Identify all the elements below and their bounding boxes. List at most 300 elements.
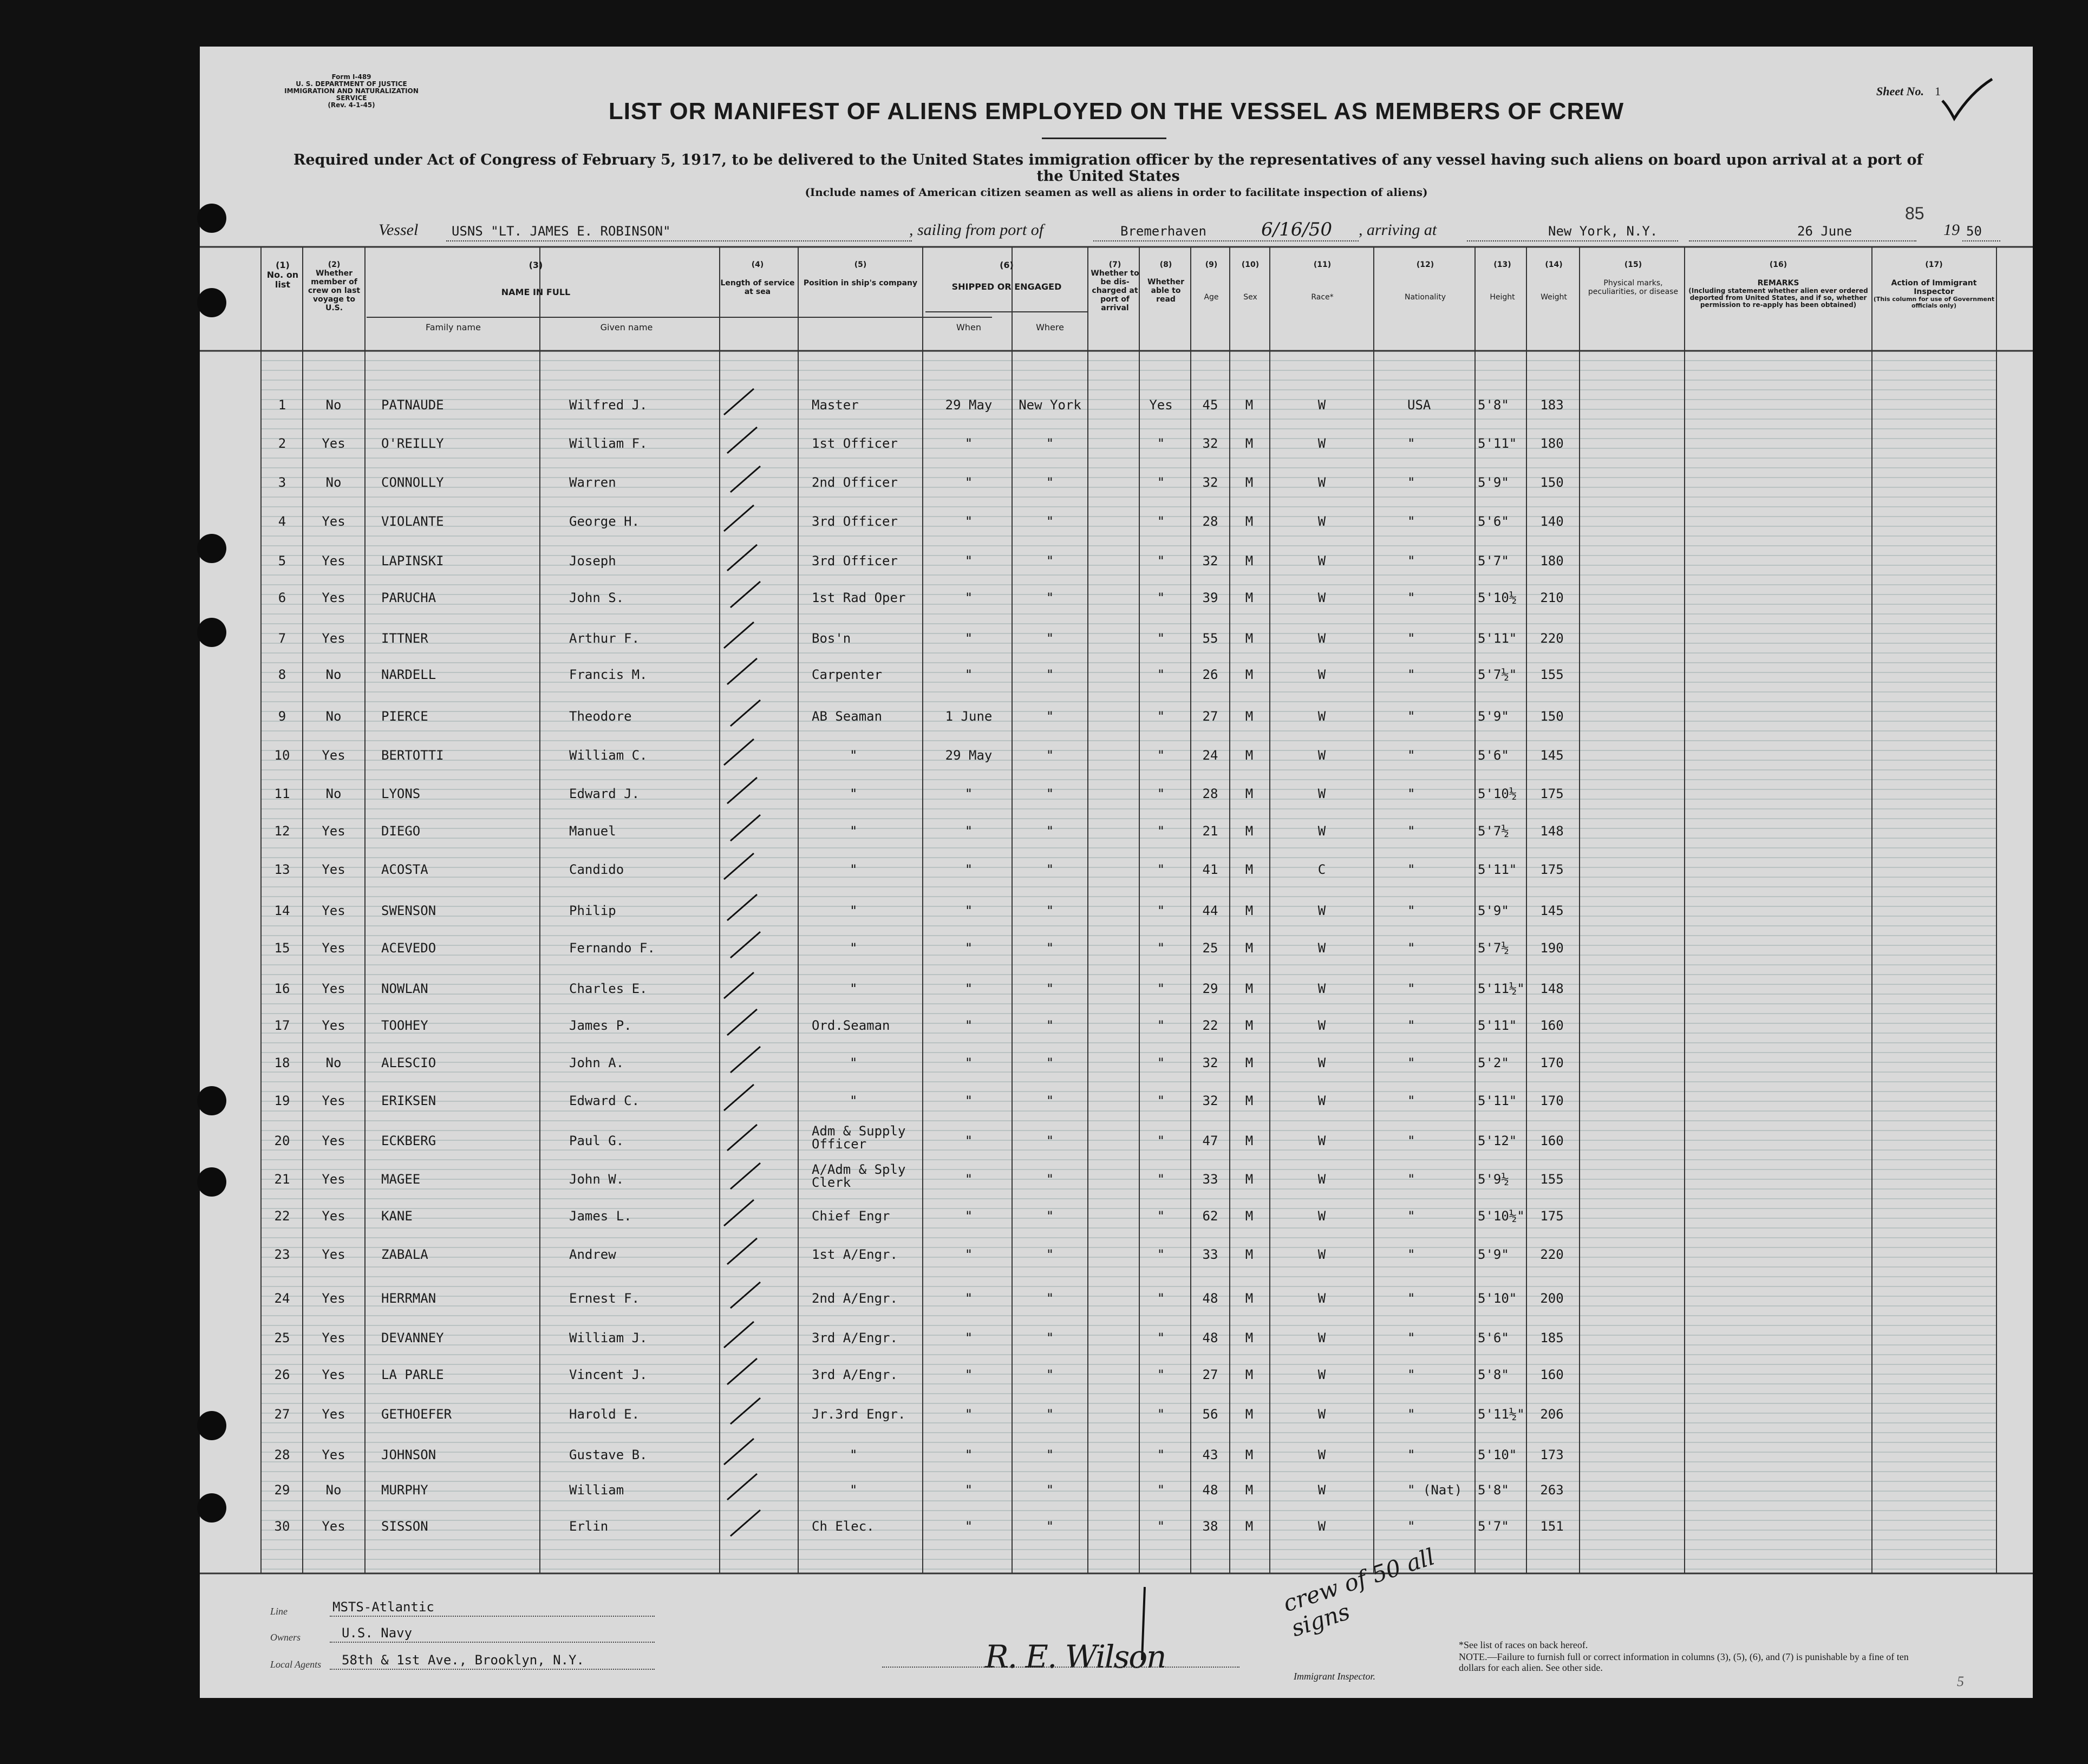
weight: 180 [1540,436,1564,451]
family-name: VIOLANTE [381,514,444,529]
shipped-when: " [964,590,973,605]
height: 5'11" [1478,1018,1517,1033]
position: 1st Officer [812,436,898,451]
position: 3rd Officer [812,514,898,529]
race: W [1317,748,1326,763]
height: 5'10½" [1478,1208,1525,1224]
race: W [1317,1330,1326,1345]
weight: 145 [1540,748,1564,763]
nationality: " [1407,475,1415,490]
race: W [1317,1172,1326,1187]
punch-hole [197,1493,226,1523]
previous-voyage: Yes [322,1407,345,1422]
sex: M [1245,1367,1254,1382]
tick-mark [724,972,754,998]
given-name: William C. [569,748,648,763]
position: Chief Engr [812,1208,890,1224]
given-name: George H. [569,514,640,529]
family-name: BERTOTTI [381,748,444,763]
given-name: William [569,1482,624,1498]
race: W [1317,1055,1326,1070]
nationality: " [1407,1247,1415,1262]
nationality: " [1407,631,1415,646]
age: 47 [1202,1133,1218,1148]
tick-mark [724,1322,754,1348]
col-length-header: (4) Length of service at sea [720,260,795,296]
form-service: IMMIGRATION AND NATURALIZATION SERVICE [284,87,419,102]
given-name: Harold E. [569,1407,640,1422]
age: 62 [1202,1208,1218,1224]
row-number: 16 [274,981,290,996]
shipped-when: " [964,1482,973,1498]
position: A/Adm & Sply Clerk [812,1162,906,1190]
weight: 170 [1540,1093,1564,1108]
age: 48 [1202,1482,1218,1498]
age: 32 [1202,553,1218,569]
family-name: KANE [381,1208,413,1224]
weight: 170 [1540,1055,1564,1070]
shipped-when: " [964,1093,973,1108]
shipped-when: " [964,1447,973,1462]
given-name: James P. [569,1018,632,1033]
nationality: " [1407,1055,1415,1070]
form-dept: U. S. DEPARTMENT OF JUSTICE [296,80,407,88]
shipped-where: " [1046,436,1054,451]
height: 5'7½ [1478,940,1509,956]
previous-voyage: Yes [322,1208,345,1224]
shipped-where: " [1046,1519,1054,1534]
row-number: 30 [274,1519,290,1534]
nationality: USA [1407,397,1431,413]
height: 5'9½ [1478,1172,1509,1187]
age: 39 [1202,590,1218,605]
age: 32 [1202,1055,1218,1070]
race: W [1317,436,1326,451]
position: " [850,981,858,996]
nationality: " [1407,1093,1415,1108]
tick-mark [727,427,757,453]
sex: M [1245,748,1254,763]
race: W [1317,475,1326,490]
date-underline [1689,240,1916,241]
height: 5'11" [1478,862,1517,877]
weight: 160 [1540,1018,1564,1033]
position: " [850,1447,858,1462]
sheet-number [1876,84,1941,99]
given-name: Warren [569,475,616,490]
given-name: William F. [569,436,648,451]
tick-mark [730,582,760,607]
shipped-when: " [964,1208,973,1224]
title-divider [1042,138,1166,139]
age: 45 [1202,397,1218,413]
tick-mark [727,1474,757,1500]
col-height-header: (13) Height [1490,260,1515,302]
nationality: " [1407,1133,1415,1148]
height: 5'8" [1478,1482,1509,1498]
race: W [1317,397,1326,413]
col-physical-header: (15) Physical marks, peculiarities, or disease [1588,260,1679,296]
able-to-read: " [1157,514,1165,529]
shipped-when: 1 June [945,709,993,724]
shipped-where: " [1046,748,1054,763]
nationality: " [1407,553,1415,569]
race: W [1317,1093,1326,1108]
sex: M [1245,1133,1254,1148]
age: 22 [1202,1018,1218,1033]
shipped-where: " [1046,1055,1054,1070]
able-to-read: " [1157,1247,1165,1262]
shipped-where: " [1046,1447,1054,1462]
row-number: 14 [274,903,290,918]
shipped-where: " [1046,1291,1054,1306]
departure-port: Bremerhaven [1120,224,1206,239]
able-to-read: " [1157,475,1165,490]
previous-voyage: Yes [322,1519,345,1534]
height: 5'6" [1478,1330,1509,1345]
sex: M [1245,1172,1254,1187]
nationality: " [1407,436,1415,451]
family-name: PIERCE [381,709,428,724]
height: 5'10½ [1478,590,1517,605]
col-race-header: (11) Race* [1311,260,1334,302]
age: 32 [1202,1093,1218,1108]
position: " [850,1055,858,1070]
shipped-when: " [964,1407,973,1422]
race: W [1317,667,1326,682]
race: W [1317,1208,1326,1224]
previous-voyage: Yes [322,514,345,529]
able-to-read: " [1157,786,1165,801]
family-name: SISSON [381,1519,428,1534]
sex: M [1245,824,1254,839]
sex: M [1245,590,1254,605]
shipped-where: " [1046,1407,1054,1422]
col-nationality-header: (12) Nationality [1404,260,1446,302]
row-number: 26 [274,1367,290,1382]
line-value: MSTS-Atlantic [332,1599,434,1615]
shipped-when: " [964,667,973,682]
sex: M [1245,1208,1254,1224]
shipped-when: 29 May [945,748,993,763]
sailing-label: , sailing from port of [909,221,1044,239]
shipped-when: " [964,940,973,956]
weight: 200 [1540,1291,1564,1306]
tick-mark [727,894,757,920]
sex: M [1245,1330,1254,1345]
col-previous-header: (2) Whether member of crew on last voyage to U.S. [308,260,361,312]
age: 48 [1202,1291,1218,1306]
family-name: GETHOEFER [381,1407,452,1422]
able-to-read: Yes [1149,397,1173,413]
previous-voyage: Yes [322,1018,345,1033]
year-underline [1962,240,2000,241]
family-name: LYONS [381,786,421,801]
family-name: ACEVEDO [381,940,436,956]
row-number: 18 [274,1055,290,1070]
given-name: Arthur F. [569,631,640,646]
position: 1st A/Engr. [812,1247,898,1262]
row-number: 9 [278,709,286,724]
given-name: William J. [569,1330,648,1345]
tick-mark [730,466,760,492]
owners-label: Owners [270,1632,301,1643]
race: W [1317,1367,1326,1382]
weight: 148 [1540,981,1564,996]
able-to-read: " [1157,1208,1165,1224]
sex: M [1245,436,1254,451]
previous-voyage: Yes [322,553,345,569]
previous-voyage: Yes [322,1172,345,1187]
col-weight-header: (14) Weight [1541,260,1567,302]
given-name: Candido [569,862,624,877]
previous-voyage: Yes [322,1247,345,1262]
weight: 145 [1540,903,1564,918]
tick-mark [727,1125,757,1151]
family-name: PATNAUDE [381,397,444,413]
tick-mark [724,853,754,879]
given-name: Paul G. [569,1133,624,1148]
row-number: 23 [274,1247,290,1262]
previous-voyage: No [325,1482,342,1498]
age: 55 [1202,631,1218,646]
height: 5'12" [1478,1133,1517,1148]
age: 26 [1202,667,1218,682]
age: 32 [1202,436,1218,451]
sex: M [1245,862,1254,877]
weight: 155 [1540,667,1564,682]
tick-mark [727,1238,757,1264]
agents-label: Local Agents [270,1659,322,1670]
race: W [1317,1133,1326,1148]
row-number: 1 [278,397,286,413]
page-number: 85 [1905,204,1924,223]
arrival-date: 26 June [1797,224,1852,239]
nationality: " (Nat) [1407,1482,1463,1498]
given-name: Ernest F. [569,1291,640,1306]
age: 48 [1202,1330,1218,1345]
able-to-read: " [1157,903,1165,918]
sex: M [1245,1055,1254,1070]
given-name: Andrew [569,1247,616,1262]
row-number: 25 [274,1330,290,1345]
row-number: 12 [274,824,290,839]
race: W [1317,1407,1326,1422]
height: 5'7" [1478,553,1509,569]
col-discharged-header: (7) Whether to be dis-charged at port of arrival [1091,260,1139,312]
able-to-read: " [1157,824,1165,839]
sheet-value: 1 [1935,84,1941,98]
position: Adm & Supply Officer [812,1123,906,1152]
weight: 175 [1540,786,1564,801]
given-name: Vincent J. [569,1367,648,1382]
race: W [1317,981,1326,996]
able-to-read: " [1157,709,1165,724]
shipped-where: " [1046,514,1054,529]
tick-mark [724,739,754,765]
previous-voyage: Yes [322,590,345,605]
race: W [1317,709,1326,724]
row-number: 19 [274,1093,290,1108]
shipped-where: " [1046,1247,1054,1262]
height: 5'9" [1478,709,1509,724]
owners-underline [330,1642,655,1643]
sex: M [1245,397,1254,413]
given-name: Fernando F. [569,940,655,956]
sex: M [1245,553,1254,569]
weight: 180 [1540,553,1564,569]
tick-mark [724,1084,754,1110]
previous-voyage: No [325,786,342,801]
race: W [1317,1018,1326,1033]
col-read-header: (8) Whether able to read [1147,260,1184,304]
weight: 151 [1540,1519,1564,1534]
height: 5'6" [1478,748,1509,763]
able-to-read: " [1157,1093,1165,1108]
age: 27 [1202,709,1218,724]
sex: M [1245,709,1254,724]
punch-hole [197,1411,226,1440]
row-number: 24 [274,1291,290,1306]
row-number: 28 [274,1447,290,1462]
shipped-when: " [964,1018,973,1033]
family-name: CONNOLLY [381,475,444,490]
position: Bos'n [812,631,851,646]
sex: M [1245,514,1254,529]
shipped-when: " [964,862,973,877]
tick-mark [730,932,760,958]
nationality: " [1407,1291,1415,1306]
row-number: 15 [274,940,290,956]
weight: 185 [1540,1330,1564,1345]
sex: M [1245,1291,1254,1306]
sex: M [1245,1519,1254,1534]
height: 5'9" [1478,475,1509,490]
previous-voyage: No [325,475,342,490]
corner-mark: 5 [1957,1674,1964,1689]
shipped-where: " [1046,631,1054,646]
height: 5'7½" [1478,667,1517,682]
age: 56 [1202,1407,1218,1422]
previous-voyage: Yes [322,1447,345,1462]
family-name: MAGEE [381,1172,421,1187]
shipped-where: " [1046,1018,1054,1033]
able-to-read: " [1157,748,1165,763]
family-name: TOOHEY [381,1018,428,1033]
height: 5'11½" [1478,1407,1525,1422]
shipped-where: " [1046,475,1054,490]
nationality: " [1407,940,1415,956]
position: " [850,1093,858,1108]
arrival-port: New York, N.Y. [1548,224,1658,239]
able-to-read: " [1157,1330,1165,1345]
able-to-read: " [1157,862,1165,877]
position: " [850,940,858,956]
given-name: Philip [569,903,616,918]
previous-voyage: Yes [322,940,345,956]
previous-voyage: Yes [322,436,345,451]
shipped-when: " [964,553,973,569]
nationality: " [1407,1367,1415,1382]
height: 5'9" [1478,1247,1509,1262]
weight: 155 [1540,1172,1564,1187]
given-name: Joseph [569,553,616,569]
able-to-read: " [1157,940,1165,956]
shipped-where: " [1046,590,1054,605]
family-name: NARDELL [381,667,436,682]
position: Ord.Seaman [812,1018,890,1033]
departure-date: 6/16/50 [1261,219,1333,240]
age: 21 [1202,824,1218,839]
row-number: 5 [278,553,286,569]
nationality: " [1407,1018,1415,1033]
able-to-read: " [1157,1482,1165,1498]
race: W [1317,1447,1326,1462]
able-to-read: " [1157,1133,1165,1148]
col-remarks-header: (16) REMARKS (Including statement whether alien ever ordered deported from United States, and if so, whether permission to re-apply has been obtained) [1688,260,1868,309]
shipped-where: " [1046,862,1054,877]
age: 27 [1202,1367,1218,1382]
inspector-signature: R. E. Wilson [985,1638,1166,1675]
year-value: 50 [1966,224,1982,239]
subnote: (Include names of American citizen seamen as well as aliens in order to facilitate inspection of aliens) [805,186,1428,199]
shipped-when: " [964,436,973,451]
row-number: 7 [278,631,286,646]
row-number: 29 [274,1482,290,1498]
line-underline [330,1616,655,1617]
family-name: ITTNER [381,631,428,646]
shipped-where: " [1046,709,1054,724]
punch-hole [197,1167,226,1197]
height: 5'11½" [1478,981,1525,996]
position: Carpenter [812,667,883,682]
age: 33 [1202,1172,1218,1187]
shipped-where: " [1046,667,1054,682]
sex: M [1245,1447,1254,1462]
tick-mark [724,389,754,415]
sex: M [1245,667,1254,682]
col-where-header: Where [1036,322,1064,332]
sex: M [1245,903,1254,918]
sex: M [1245,1247,1254,1262]
form-rev: (Rev. 4-1-45) [328,101,375,109]
height: 5'10½ [1478,786,1517,801]
nationality: " [1407,1407,1415,1422]
col-position-header: (5) Position in ship's company [803,260,918,288]
race-footnote: *See list of races on back hereof. [1459,1639,1588,1650]
shipped-when: " [964,903,973,918]
port-underline [1093,240,1359,241]
age: 24 [1202,748,1218,763]
previous-voyage: Yes [322,1367,345,1382]
family-name: O'REILLY [381,436,444,451]
sex: M [1245,981,1254,996]
shipped-when: " [964,1172,973,1187]
height: 5'2" [1478,1055,1509,1070]
previous-voyage: Yes [322,748,345,763]
position: " [850,903,858,918]
previous-voyage: Yes [322,981,345,996]
family-name: ZABALA [381,1247,428,1262]
able-to-read: " [1157,631,1165,646]
row-number: 17 [274,1018,290,1033]
family-name: ACOSTA [381,862,428,877]
penalty-note: NOTE.—Failure to furnish full or correct information in columns (3), (5), (6), and (7) is punishable by a fine of ten dollars for each alien. See other side. [1459,1651,1909,1673]
weight: 263 [1540,1482,1564,1498]
given-name: Edward C. [569,1093,640,1108]
able-to-read: " [1157,1172,1165,1187]
age: 44 [1202,903,1218,918]
